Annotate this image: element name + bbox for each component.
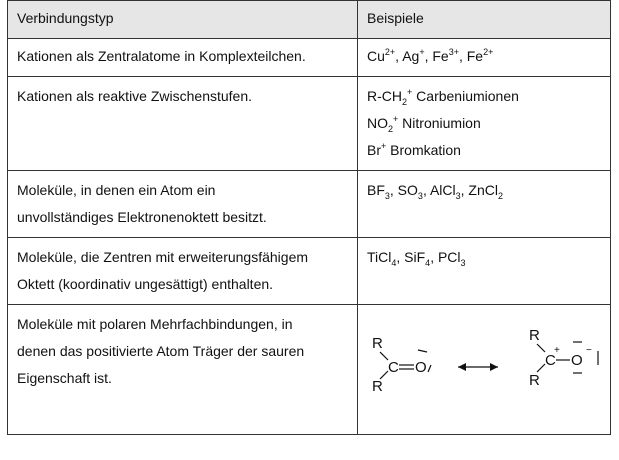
plus-charge: +: [554, 345, 560, 356]
resonance-arrow-icon: [458, 363, 498, 371]
table-row: [8, 77, 611, 171]
r-bottom-left: R: [372, 378, 383, 395]
table-row: [8, 39, 611, 77]
ion-fe3: $Fe^{3+}$,: [432, 47, 467, 64]
ion-fe2: $Fe^{2+}$: [466, 47, 494, 64]
lone-pair-left-top: [418, 350, 427, 352]
header-verbindungstyp: Verbindungstyp: [8, 1, 358, 39]
type-cell: Kationen als reaktive Zwischenstufen.: [8, 77, 358, 171]
c-right: C: [545, 352, 556, 369]
r-top-left: R: [372, 335, 383, 352]
o-left: O: [415, 359, 427, 376]
type-cell: Moleküle mit polaren Mehrfachbindungen, in denen das positivierte Atom Träger der sauren Eigenschaft ist.: [8, 305, 358, 435]
table-header-row: [8, 1, 611, 39]
ion-ag: Ag+,: [402, 47, 433, 64]
examples-cell: TiCl$_4$, SiF$_4$, PCl$_3$: [358, 238, 611, 305]
carbonyl-resonance-structure: [358, 305, 610, 425]
table-row: [8, 305, 611, 435]
c-left: C: [388, 359, 399, 376]
r-top-right: R: [529, 327, 540, 344]
o-right: O: [571, 352, 583, 369]
table-row: [8, 238, 611, 305]
lone-pair-left-right: [428, 365, 431, 372]
examples-cell: [358, 77, 611, 171]
table-row: [8, 171, 611, 238]
r-bottom-right: R: [529, 372, 540, 389]
type-cell: Moleküle, die Zentren mit erweiterungsfähigem Oktett (koordinativ ungesättigt) enthalten.: [8, 238, 358, 305]
header-beispiele: Beispiele: [358, 1, 611, 39]
minus-charge: −: [586, 345, 592, 356]
examples-cell: [358, 39, 611, 77]
carbenium-line: $R-CH_2^+$ Carbeniumionen: [367, 87, 519, 107]
compound-table: [7, 0, 611, 435]
type-cell: Kationen als Zentralatome in Komplexteilchen.: [8, 39, 358, 77]
examples-cell: [358, 305, 611, 435]
nitronium-line: $NO_2^+$ Nitroniumion: [367, 114, 481, 134]
bromkation-line: Br+ Bromkation: [367, 141, 461, 158]
examples-cell: $BF_3$, $SO_3$, AlCl$_3$, ZnCl$_2$: [358, 171, 611, 238]
ion-cu: $Cu^{2+}$,: [367, 47, 403, 64]
type-cell: Moleküle, in denen ein Atom ein unvollständiges Elektronenoktett besitzt.: [8, 171, 358, 238]
